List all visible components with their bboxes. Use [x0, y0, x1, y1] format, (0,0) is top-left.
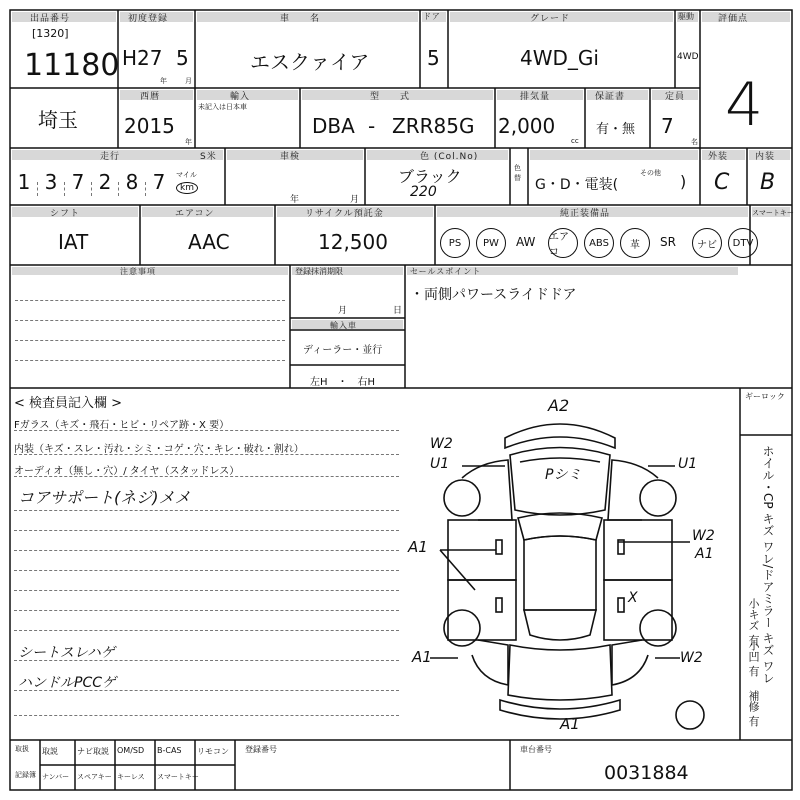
interior-label: 内装: [755, 152, 776, 162]
inspect-month-unit: 月: [350, 195, 360, 205]
inspector-dash-line: [14, 610, 399, 611]
right-vertical-text: ホイル・CP キズ ワレ/ドアミラー キズ ワレ: [761, 445, 775, 684]
footer-label: キーレス: [117, 773, 145, 781]
footer-label: リモコン: [197, 747, 229, 756]
mileage-digits: [14, 170, 174, 198]
inspector-dash-line: [14, 660, 399, 661]
damage-a1-left: A1: [408, 538, 428, 556]
equipment-item: エアコ: [548, 228, 578, 258]
footer-label: ナビ取説: [77, 747, 109, 756]
doors: 5: [427, 46, 440, 70]
model-prefix: DBA: [312, 114, 355, 138]
footer-label: スマートキー: [157, 773, 199, 781]
grade-label: グレード: [530, 14, 571, 24]
footer-label: 取説: [42, 747, 58, 756]
reg-month-label: 月: [338, 306, 348, 316]
warranty-label: 保証書: [595, 92, 626, 102]
footer-top-left-b: 記録簿: [15, 771, 36, 779]
import-note: 未記入は日本車: [198, 103, 247, 111]
mileage-digit: 7: [152, 170, 166, 194]
right-small-scratch: 小キズ 有: [747, 598, 760, 646]
reg-number-label: 登録番号: [245, 745, 277, 754]
mileage-digit: 3: [44, 170, 58, 194]
color-name: ブラック: [398, 167, 462, 186]
year: 2015: [124, 114, 175, 138]
dealer-option: ディーラー・並行: [303, 345, 383, 356]
damage-u1-left: U1: [430, 456, 450, 472]
drive: 4WD: [677, 52, 699, 62]
footer-label: スペアキー: [77, 773, 112, 781]
inspector-dash-line: [14, 530, 399, 531]
exterior: C: [714, 170, 730, 195]
capacity-label: 定員: [665, 92, 686, 102]
chassis-number: 0031884: [604, 762, 689, 784]
region: 埼玉: [38, 108, 78, 132]
damage-w2-right: W2: [692, 528, 715, 544]
first-reg-label: 初度登録: [128, 14, 169, 24]
mileage-unit-km: km: [176, 182, 198, 194]
model-dash: -: [368, 114, 376, 138]
inspector-dash-line: [14, 630, 399, 631]
inspector-dash-line: [14, 476, 399, 477]
capacity-unit: 名: [691, 138, 698, 146]
note-line: [15, 300, 285, 301]
import-type-label: 輸入車: [330, 321, 357, 330]
km-mark: S米: [200, 152, 217, 162]
equipment-item: DTV: [728, 228, 758, 258]
year-unit2: 年: [185, 138, 192, 146]
chassis-label: 車台番号: [520, 745, 552, 754]
color-code: 220: [410, 184, 437, 200]
damage-psimi: Pシミ: [545, 467, 582, 483]
sales-point: ・両側パワースライドドア: [410, 287, 577, 303]
inspector-dash-line: [14, 715, 399, 716]
warranty: 有・無: [596, 122, 636, 137]
inspector-dash-line: [14, 430, 399, 431]
mileage-digit: 2: [98, 170, 112, 194]
drive-label: 駆動: [678, 12, 694, 21]
equipment-item: PW: [476, 228, 506, 258]
sales-label: セールスポイント: [410, 267, 482, 276]
grade: 4WD_Gi: [520, 46, 599, 70]
lot-label: 出品番号: [30, 14, 71, 24]
lot-sub: [1320]: [32, 27, 69, 40]
recycle-label: リサイクル預託金: [305, 209, 384, 219]
equipment-item: AW: [516, 235, 536, 249]
inspect-label: 車検: [280, 152, 301, 162]
inspector-dash-line: [14, 690, 399, 691]
digit-separator: [37, 182, 38, 196]
damage-w2-bottom-right: W2: [680, 650, 703, 666]
inspector-note-1: コアサポート(ネジ)メメ: [18, 488, 191, 507]
equipment-item: ナビ: [692, 228, 722, 258]
damage-x: X: [628, 590, 638, 606]
ac: AAC: [188, 230, 230, 254]
damage-a1-bottom-left: A1: [412, 648, 432, 666]
mileage-digit: 1: [17, 170, 31, 194]
glass-line: Fガラス（キズ・飛石・ヒビ・リペア跡・X 要）: [14, 420, 230, 431]
color-label: 色 (Col.No): [420, 152, 479, 162]
equipment-item: ABS: [584, 228, 614, 258]
guard-label: ギーロック: [745, 392, 785, 401]
reg-day-label: 日: [393, 306, 403, 316]
mileage-digit: 7: [71, 170, 85, 194]
paint-options: G・D・電装(: [535, 177, 619, 193]
capacity: 7: [661, 114, 674, 138]
footer-top-left-a: 取扱: [15, 745, 29, 753]
cc-unit: cc: [571, 137, 579, 145]
lot-number: 11180: [24, 48, 120, 83]
smart-label: スマートキー: [752, 209, 794, 217]
inspector-dash-line: [14, 570, 399, 571]
damage-a1-right: A1: [695, 546, 714, 562]
score: 4: [725, 70, 764, 140]
car-name-label: 車 名: [280, 14, 321, 24]
month-unit: 月: [185, 77, 192, 85]
model-label: 型 式: [370, 92, 411, 102]
equipment-item: PS: [440, 228, 470, 258]
digit-separator: [118, 182, 119, 196]
inspector-note-3: ハンドルPCCゲ: [18, 675, 116, 691]
inspector-dash-line: [14, 590, 399, 591]
recycle: 12,500: [318, 230, 388, 254]
equipment-item: SR: [660, 235, 676, 249]
mileage-digit: 8: [125, 170, 139, 194]
right-repair: 補修 有: [747, 690, 760, 727]
color-change-label: 色替: [514, 164, 521, 182]
doors-label: ドア: [423, 12, 441, 21]
mileage-label: 走行: [100, 152, 121, 162]
note-line: [15, 320, 285, 321]
steering-option: 左H ・ 右H: [310, 377, 376, 388]
paint-other: その他: [640, 169, 661, 177]
footer-label: OM/SD: [117, 746, 145, 755]
year-unit: 年: [160, 77, 167, 85]
cc-label: 排気量: [520, 92, 551, 102]
shift-label: シフト: [50, 209, 81, 219]
inspector-dash-line: [14, 454, 399, 455]
inspector-note-2: シートスレハゲ: [18, 645, 115, 661]
import-label: 輸入: [230, 92, 251, 102]
ac-label: エアコン: [175, 209, 215, 219]
cc: 2,000: [498, 114, 556, 138]
inspector-title: < 検査員記入欄 >: [14, 396, 123, 411]
inspector-dash-line: [14, 550, 399, 551]
reg-deadline-label: 登録抹消期限: [295, 267, 343, 276]
mileage-unit-top: マイル: [176, 171, 197, 179]
damage-a2: A2: [548, 396, 570, 415]
equipment-row: [440, 226, 790, 260]
note-line: [15, 360, 285, 361]
inspect-year-unit: 年: [290, 195, 300, 205]
inspector-dash-line: [14, 510, 399, 511]
damage-a1-bottom: A1: [560, 715, 580, 733]
reg-month: 5: [176, 46, 189, 70]
interior-line: 内装（キズ・スレ・汚れ・シミ・コゲ・穴・キレ・破れ・割れ）: [14, 444, 304, 455]
digit-separator: [145, 182, 146, 196]
footer-label: B-CAS: [157, 746, 182, 755]
car-name: エスクァイア: [250, 50, 370, 74]
caution-label: 注意事項: [120, 267, 156, 276]
exterior-label: 外装: [708, 152, 729, 162]
score-label: 評価点: [718, 14, 749, 24]
digit-separator: [64, 182, 65, 196]
damage-w2-left: W2: [430, 436, 453, 452]
era-year: H27: [122, 46, 163, 70]
equipment-item: 革: [620, 228, 650, 258]
year-label: 西暦: [140, 92, 161, 102]
note-line: [15, 340, 285, 341]
model: ZRR85G: [392, 114, 475, 138]
digit-separator: [91, 182, 92, 196]
right-small-dent: 小凹 有: [747, 640, 760, 677]
shift: IAT: [58, 230, 89, 254]
interior: B: [760, 170, 776, 195]
equipment-label: 純正装備品: [560, 209, 611, 219]
footer-label: ナンバー: [42, 773, 70, 781]
paint-close: ): [680, 172, 687, 191]
damage-u1-right: U1: [678, 456, 698, 472]
audio-line: オーディオ（無し・穴）/ タイヤ（スタッドレス）: [14, 466, 240, 477]
